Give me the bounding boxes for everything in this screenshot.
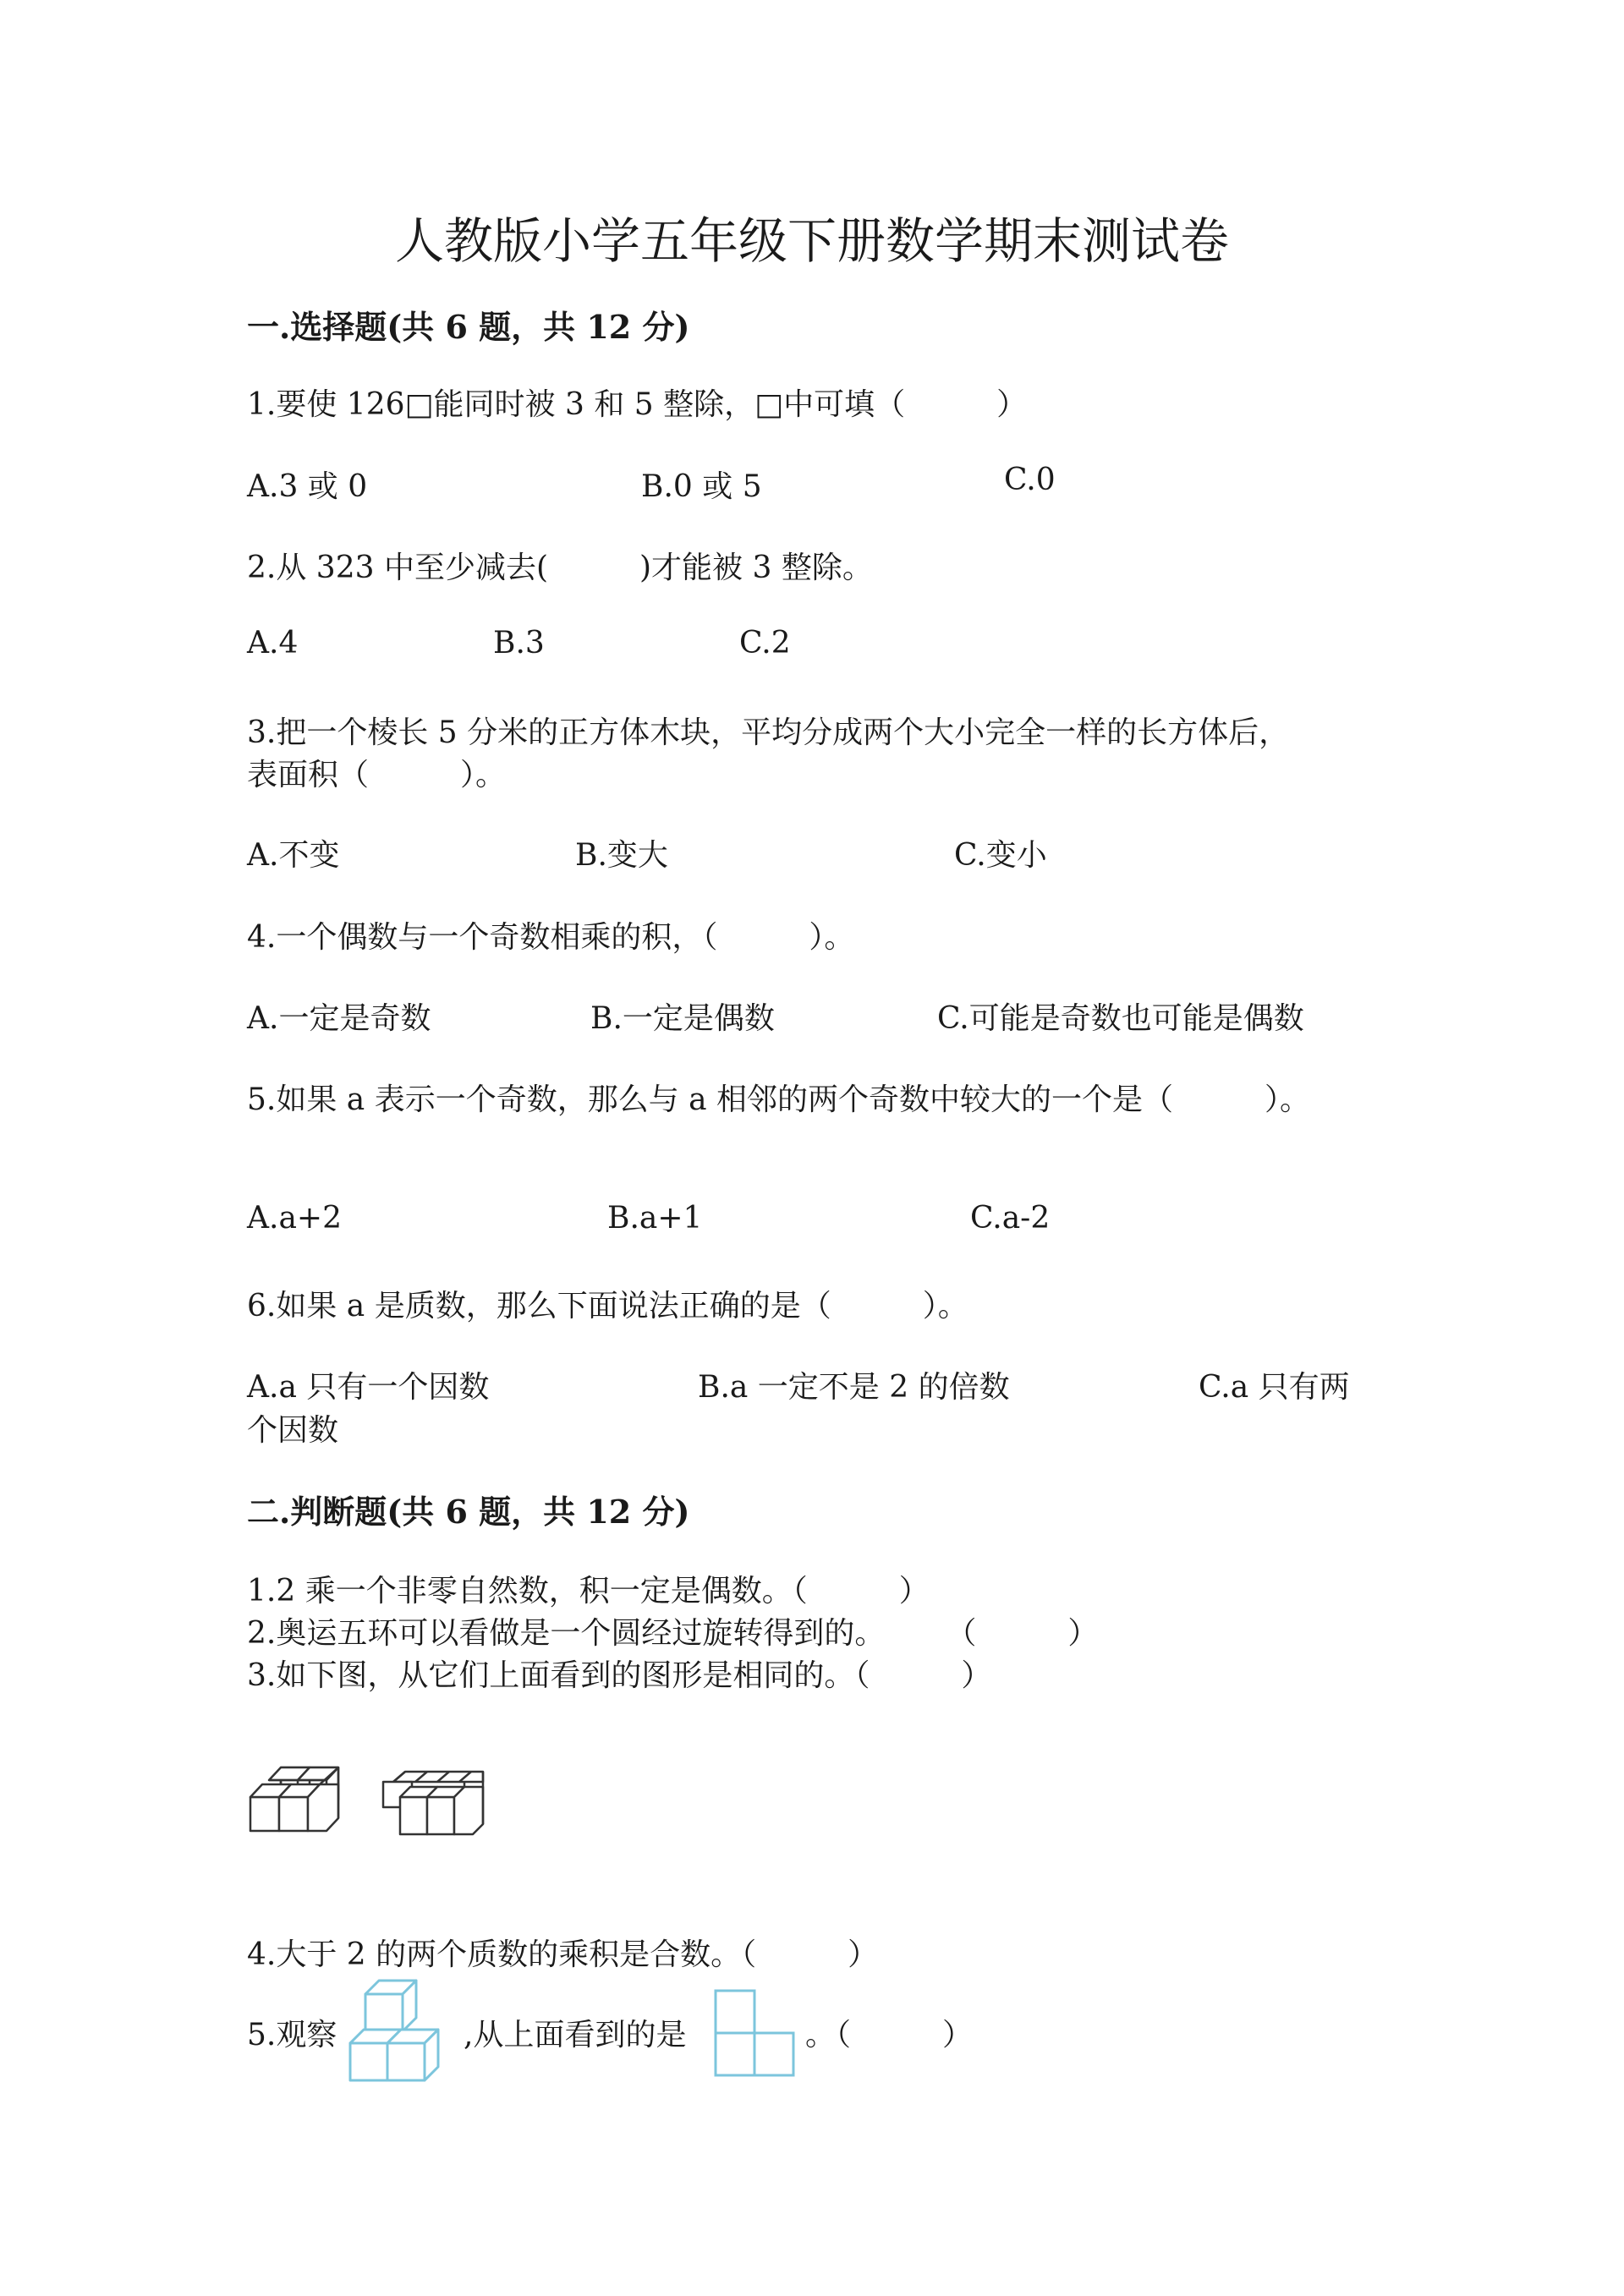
judge-item-5-middle: ,从上面看到的是 (464, 2018, 687, 2052)
q5-option-c: C.a-2 (970, 1201, 1051, 1236)
question-3-line-1: 3.把一个棱长 5 分米的正方体木块，平均分成两个大小完全一样的长方体后， (247, 715, 1290, 750)
judge-item-4: 4.大于 2 的两个质数的乘积是合数。（ ） (247, 1937, 879, 1972)
judge-item-3: 3.如下图，从它们上面看到的图形是相同的。（ ） (247, 1658, 992, 1693)
q6-option-c: C.a 只有两 (1199, 1370, 1350, 1405)
q4-option-a: A.一定是奇数 (247, 1001, 431, 1036)
q3-option-b: B.变大 (575, 838, 668, 873)
q1-option-a: A.3 或 0 (247, 469, 368, 504)
blue-top-view-figure (712, 1987, 798, 2082)
q4-option-b: B.一定是偶数 (590, 1001, 775, 1036)
q6-option-a: A.a 只有一个因数 (247, 1370, 490, 1405)
q3-option-c: C.变小 (954, 838, 1047, 873)
question-3-line-2: 表面积（ ）。 (247, 758, 507, 792)
question-5: 5.如果 a 表示一个奇数，那么与 a 相邻的两个奇数中较大的一个是（ ）。 (247, 1082, 1311, 1117)
section-heading-judgement: 二.判断题(共 6 题，共 12 分) (247, 1493, 690, 1531)
judge-item-2: 2.奥运五环可以看做是一个圆经过旋转得到的。 （ ） (247, 1616, 1099, 1651)
cube-stack-figure-left (245, 1759, 364, 1844)
question-6: 6.如果 a 是质数，那么下面说法正确的是（ ）。 (247, 1289, 968, 1323)
q1-option-c: C.0 (1004, 463, 1056, 497)
q3-option-a: A.不变 (247, 838, 340, 873)
question-1: 1.要使 126□能同时被 3 和 5 整除，□中可填（ ） (247, 387, 1028, 422)
q6-option-b: B.a 一定不是 2 的倍数 (698, 1370, 1010, 1405)
judge-item-1: 1.2 乘一个非零自然数，积一定是偶数。（ ） (247, 1574, 930, 1608)
page-title: 人教版小学五年级下册数学期末测试卷 (394, 212, 1229, 270)
judge-item-5-prefix: 5.观察 (247, 2018, 337, 2052)
q5-option-a: A.a+2 (247, 1201, 342, 1236)
cube-row-figure-right (376, 1763, 495, 1848)
question-2: 2.从 323 中至少减去( )才能被 3 整除。 (247, 551, 873, 585)
q2-option-a: A.4 (247, 626, 299, 660)
q2-option-c: C.2 (739, 626, 791, 660)
judge-item-5-suffix: 。（ ） (805, 2018, 974, 2052)
q4-option-c: C.可能是奇数也可能是偶数 (937, 1001, 1304, 1036)
q2-option-b: B.3 (493, 626, 545, 660)
q6-option-c-wrap: 个因数 (247, 1413, 339, 1448)
blue-cube-solid-figure (347, 1970, 465, 2085)
q5-option-b: B.a+1 (607, 1201, 703, 1236)
q1-option-b: B.0 或 5 (641, 469, 762, 504)
question-4: 4.一个偶数与一个奇数相乘的积，（ ）。 (247, 920, 855, 955)
section-heading-choice: 一.选择题(共 6 题，共 12 分) (247, 308, 690, 346)
